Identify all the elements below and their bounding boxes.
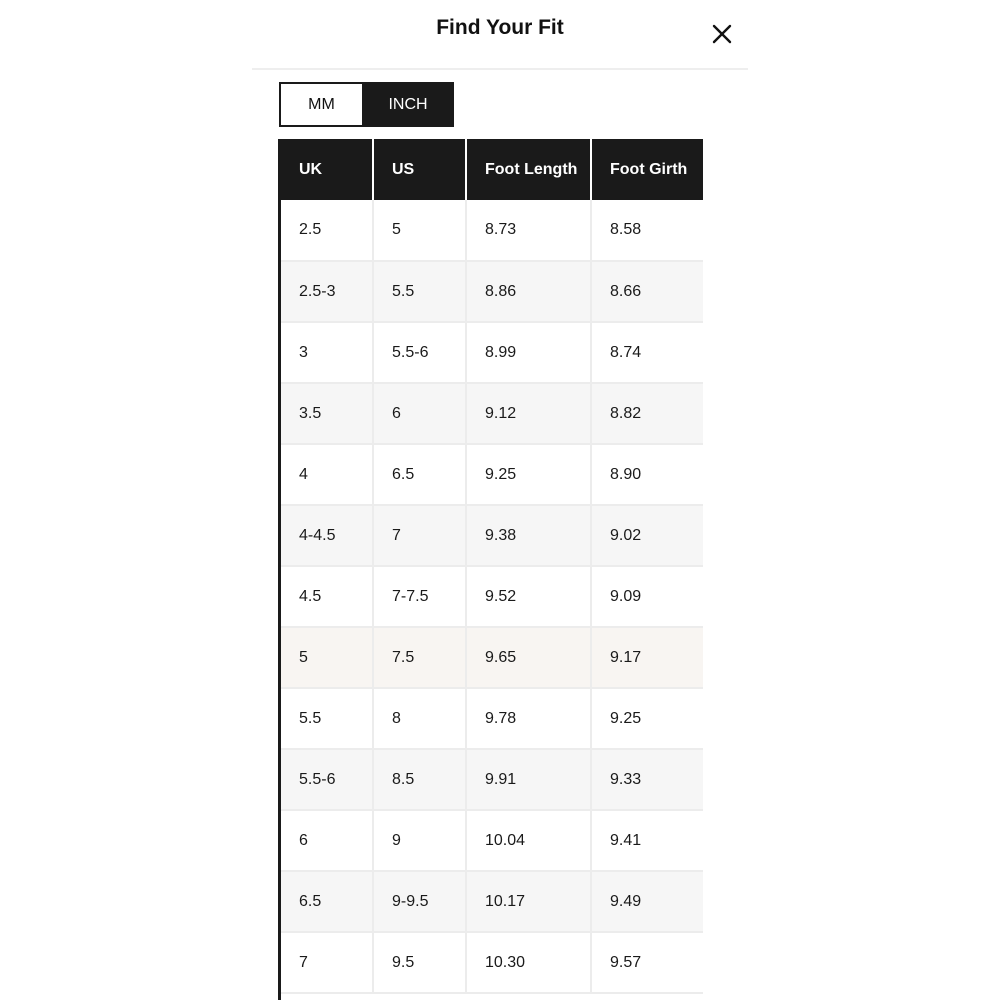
table-row bbox=[281, 444, 703, 505]
cell-us: 5.5-6 bbox=[373, 322, 466, 383]
cell-foot-length: 10.30 bbox=[466, 932, 591, 993]
cell-uk: 4.5 bbox=[281, 566, 373, 627]
cell-foot-girth: 8.58 bbox=[591, 200, 703, 261]
table-row bbox=[281, 261, 703, 322]
cell-foot-girth: 8.66 bbox=[591, 261, 703, 322]
cell-foot-girth: 9.41 bbox=[591, 810, 703, 871]
size-table bbox=[281, 139, 703, 994]
unit-toggle bbox=[279, 82, 454, 127]
cell-foot-girth: 9.09 bbox=[591, 566, 703, 627]
cell-foot-girth: 8.74 bbox=[591, 322, 703, 383]
table-row bbox=[281, 810, 703, 871]
header-foot-girth: Foot Girth bbox=[591, 139, 703, 200]
cell-uk: 4-4.5 bbox=[281, 505, 373, 566]
cell-uk: 6 bbox=[281, 810, 373, 871]
header-uk: UK bbox=[281, 139, 373, 200]
unit-mm-button[interactable]: MM bbox=[279, 82, 362, 127]
cell-foot-girth: 8.90 bbox=[591, 444, 703, 505]
size-table-container[interactable] bbox=[278, 139, 703, 1000]
cell-foot-length: 9.65 bbox=[466, 627, 591, 688]
cell-foot-length: 8.86 bbox=[466, 261, 591, 322]
cell-foot-girth: 9.49 bbox=[591, 871, 703, 932]
cell-foot-length: 10.04 bbox=[466, 810, 591, 871]
unit-inch-button[interactable]: INCH bbox=[362, 82, 454, 127]
dialog-header bbox=[252, 0, 748, 70]
cell-foot-length: 8.73 bbox=[466, 200, 591, 261]
cell-uk: 4 bbox=[281, 444, 373, 505]
cell-uk: 3 bbox=[281, 322, 373, 383]
dialog-title: Find Your Fit bbox=[436, 16, 564, 39]
cell-us: 8 bbox=[373, 688, 466, 749]
size-guide-sheet bbox=[252, 0, 748, 1000]
cell-uk: 6.5 bbox=[281, 871, 373, 932]
cell-us: 5 bbox=[373, 200, 466, 261]
cell-uk: 3.5 bbox=[281, 383, 373, 444]
table-row bbox=[281, 688, 703, 749]
cell-foot-length: 9.91 bbox=[466, 749, 591, 810]
cell-foot-girth: 9.57 bbox=[591, 932, 703, 993]
table-row bbox=[281, 566, 703, 627]
cell-foot-length: 9.25 bbox=[466, 444, 591, 505]
cell-us: 6.5 bbox=[373, 444, 466, 505]
cell-uk: 5.5 bbox=[281, 688, 373, 749]
cell-uk: 7 bbox=[281, 932, 373, 993]
close-icon[interactable] bbox=[708, 20, 736, 48]
cell-uk: 5 bbox=[281, 627, 373, 688]
close-icon-glyph bbox=[708, 20, 736, 48]
cell-us: 9 bbox=[373, 810, 466, 871]
cell-uk: 2.5 bbox=[281, 200, 373, 261]
cell-us: 7-7.5 bbox=[373, 566, 466, 627]
table-row bbox=[281, 749, 703, 810]
cell-us: 6 bbox=[373, 383, 466, 444]
cell-us: 7.5 bbox=[373, 627, 466, 688]
cell-foot-length: 8.99 bbox=[466, 322, 591, 383]
table-row bbox=[281, 627, 703, 688]
cell-foot-length: 9.52 bbox=[466, 566, 591, 627]
cell-foot-length: 10.17 bbox=[466, 871, 591, 932]
cell-foot-length: 9.12 bbox=[466, 383, 591, 444]
table-row bbox=[281, 200, 703, 261]
cell-foot-girth: 9.17 bbox=[591, 627, 703, 688]
table-header-row bbox=[281, 139, 703, 200]
cell-uk: 5.5-6 bbox=[281, 749, 373, 810]
cell-foot-girth: 8.82 bbox=[591, 383, 703, 444]
cell-us: 9-9.5 bbox=[373, 871, 466, 932]
cell-us: 7 bbox=[373, 505, 466, 566]
table-row bbox=[281, 322, 703, 383]
cell-foot-length: 9.38 bbox=[466, 505, 591, 566]
table-row bbox=[281, 932, 703, 993]
cell-foot-girth: 9.25 bbox=[591, 688, 703, 749]
table-row bbox=[281, 505, 703, 566]
cell-us: 5.5 bbox=[373, 261, 466, 322]
header-foot-length: Foot Length bbox=[466, 139, 591, 200]
cell-us: 9.5 bbox=[373, 932, 466, 993]
table-row bbox=[281, 383, 703, 444]
cell-uk: 2.5-3 bbox=[281, 261, 373, 322]
cell-foot-girth: 9.02 bbox=[591, 505, 703, 566]
cell-foot-length: 9.78 bbox=[466, 688, 591, 749]
cell-foot-girth: 9.33 bbox=[591, 749, 703, 810]
table-row bbox=[281, 871, 703, 932]
cell-us: 8.5 bbox=[373, 749, 466, 810]
header-us: US bbox=[373, 139, 466, 200]
